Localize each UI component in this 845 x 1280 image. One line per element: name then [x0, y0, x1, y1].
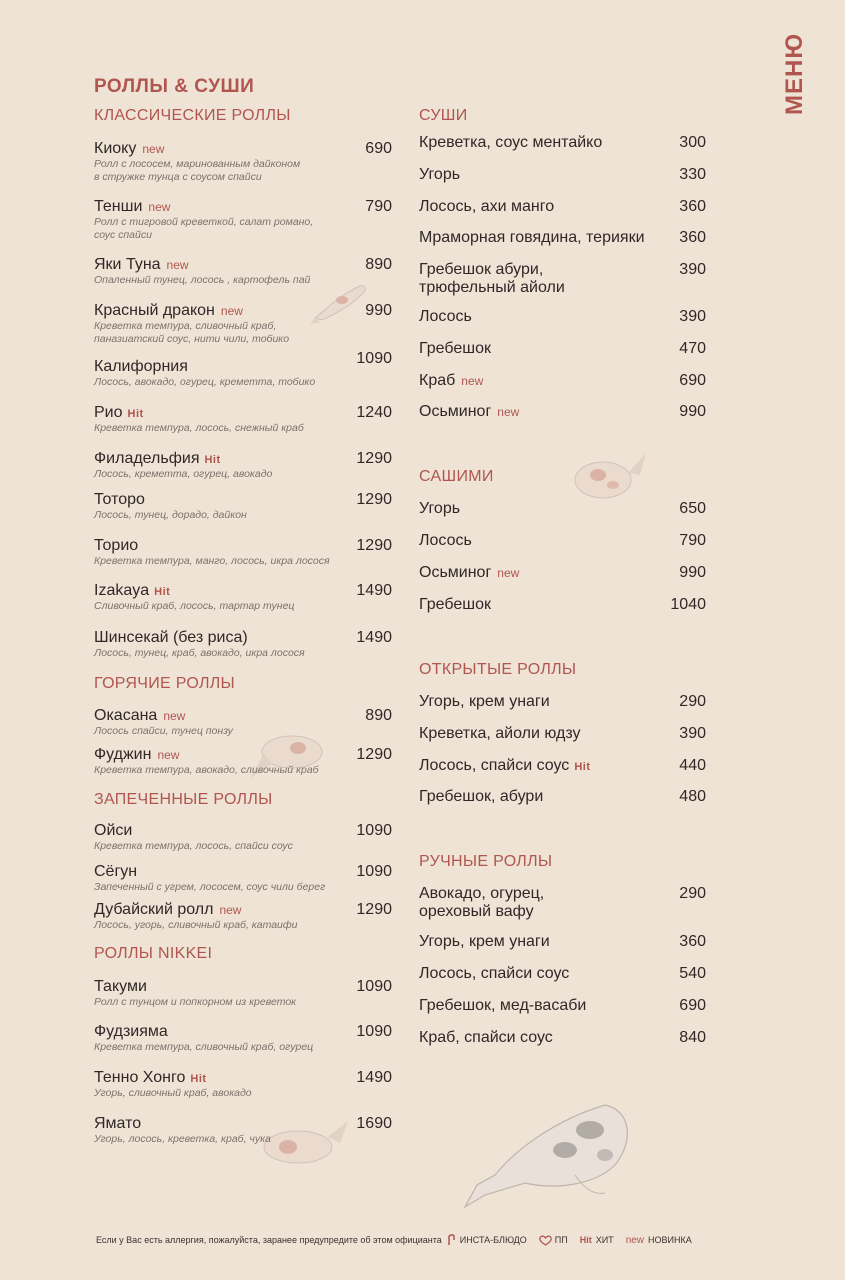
menu-item-name: Лосось, спайси соус — [419, 965, 570, 982]
menu-item-name: Лосось — [419, 308, 472, 325]
menu-item-name-row — [419, 403, 519, 421]
menu-item-name-row — [419, 788, 543, 806]
menu-item-name-row — [419, 372, 483, 390]
menu-item — [94, 629, 305, 660]
menu-item-price: 1490 — [356, 629, 392, 646]
menu-item-price: 890 — [365, 707, 392, 724]
menu-item — [419, 564, 519, 582]
section-title-hot-rolls: ГОРЯЧИЕ РОЛЛЫ — [94, 675, 236, 692]
footer-legend — [96, 1234, 697, 1246]
menu-item-description: Опаленный тунец, лосось , картофель пай — [94, 274, 311, 286]
menu-item-name-row — [419, 933, 550, 951]
menu-item-description: Ролл с тигровой креветкой, салат романо, — [94, 216, 314, 228]
menu-item-description: Запеченный с угрем, лососем, соус чили берег — [94, 881, 326, 893]
menu-item-price: 290 — [679, 693, 706, 710]
menu-item — [94, 978, 296, 1009]
section-title-open-rolls: ОТКРЫТЫЕ РОЛЛЫ — [419, 661, 577, 678]
new-badge: new — [219, 903, 242, 917]
section-title-sushi: СУШИ — [419, 107, 468, 124]
menu-item-name-row — [419, 965, 569, 983]
menu-item-price: 990 — [365, 302, 392, 319]
section-title-nikkei-rolls: РОЛЛЫ NIKKEI — [94, 945, 213, 962]
menu-item-price: 650 — [679, 500, 706, 517]
menu-item-name: Гребешок, мед-васаби — [419, 997, 587, 1014]
menu-item — [94, 537, 330, 568]
menu-item-name-row — [94, 256, 310, 274]
menu-item-description: Угорь, лосось, креветка, краб, чука — [94, 1133, 271, 1145]
menu-item — [94, 901, 298, 932]
menu-item-description: Лосось, авокадо, огурец, креметта, тобико — [94, 376, 316, 388]
hit-badge: Hit — [574, 761, 591, 773]
menu-item-name: Окасана — [94, 707, 158, 724]
menu-item-description: Лосось спайси, тунец понзу — [94, 725, 233, 737]
menu-item-name: Краб, спайси соус — [419, 1029, 553, 1046]
menu-item-name: Авокадо, огурец, — [419, 885, 545, 902]
legend-hit-badge: Hit — [579, 1235, 592, 1245]
menu-item-name-row — [419, 198, 554, 216]
menu-item-name-row — [419, 693, 550, 711]
menu-item-name: Фудзияма — [94, 1023, 168, 1040]
menu-item-price: 1690 — [356, 1115, 392, 1132]
menu-item — [94, 582, 294, 613]
menu-item-price: 1290 — [356, 537, 392, 554]
menu-item-price: 1290 — [356, 450, 392, 467]
menu-item — [94, 198, 313, 242]
menu-item-price: 1090 — [356, 863, 392, 880]
menu-item-name: Креветка, соус ментайко — [419, 134, 603, 151]
menu-item-name: Киоку — [94, 140, 137, 157]
allergy-note: Если у Вас есть аллергия, пожалуйста, заранее предупредите об этом официанта — [96, 1235, 442, 1245]
menu-item-name-row — [419, 166, 460, 184]
new-badge: new — [142, 142, 165, 156]
menu-item-name-line2: трюфельный айоли — [419, 279, 565, 296]
new-badge: new — [166, 258, 189, 272]
menu-item-name: Шинсекай (без риса) — [94, 629, 248, 646]
page-title: РОЛЛЫ & СУШИ — [94, 76, 255, 97]
menu-item — [419, 885, 544, 920]
menu-item-name: Лосось, спайси соус — [419, 757, 570, 774]
menu-item-description: Креветка темпура, лосось, снежный краб — [94, 422, 304, 434]
menu-item — [419, 403, 519, 421]
menu-item-name-row — [419, 596, 491, 614]
menu-item-description: Лосось, угорь, сливочный краб, катаифи — [94, 919, 298, 931]
menu-item — [94, 746, 319, 777]
menu-item-name-row — [419, 134, 602, 152]
menu-item-price: 480 — [679, 788, 706, 805]
menu-item-description: Креветка темпура, манго, лосось, икра лосося — [94, 555, 330, 567]
menu-item-name: Рио — [94, 404, 123, 421]
menu-item-name: Тенши — [94, 198, 143, 215]
menu-item — [419, 693, 550, 711]
menu-item — [419, 997, 586, 1015]
menu-item-name: Красный дракон — [94, 302, 215, 319]
menu-item-name-row — [94, 863, 325, 881]
menu-item-description: Ролл с лососем, маринованным дайконом — [94, 158, 301, 170]
menu-item — [419, 596, 491, 614]
menu-item — [419, 340, 491, 358]
section-title-classic-rolls: КЛАССИЧЕСКИЕ РОЛЛЫ — [94, 107, 291, 124]
menu-item-price: 1090 — [356, 822, 392, 839]
menu-item-name-row — [94, 404, 304, 422]
menu-item — [94, 1069, 252, 1100]
menu-item-name: Гребешок, абури — [419, 788, 544, 805]
menu-item-description: Креветка темпура, сливочный краб, огурец — [94, 1041, 314, 1053]
menu-item-name: Торио — [94, 537, 139, 554]
menu-item — [419, 166, 460, 184]
menu-item-description: Сливочный краб, лосось, тартар тунец — [94, 600, 295, 612]
menu-item-name: Ойси — [94, 822, 133, 839]
menu-item-price: 840 — [679, 1029, 706, 1046]
menu-item-description: Угорь, сливочный краб, авокадо — [94, 1087, 252, 1099]
menu-item-price: 390 — [679, 308, 706, 325]
menu-item-price: 1090 — [356, 978, 392, 995]
new-badge: new — [220, 304, 243, 318]
menu-item-name-row — [419, 564, 519, 582]
menu-item-name: Ямато — [94, 1115, 142, 1132]
menu-item-name: Осьминог — [419, 403, 492, 420]
menu-item-description: Креветка темпура, авокадо, сливочный краб — [94, 764, 319, 776]
menu-item-name: Угорь, крем унаги — [419, 933, 550, 950]
menu-item — [94, 450, 272, 481]
menu-item-name: Краб — [419, 372, 456, 389]
menu-item-name: Лосось, ахи манго — [419, 198, 555, 215]
menu-item-price: 540 — [679, 965, 706, 982]
menu-item-price: 360 — [679, 198, 706, 215]
menu-item-name-row — [419, 997, 586, 1015]
menu-item-price: 990 — [679, 564, 706, 581]
menu-item-price: 440 — [679, 757, 706, 774]
menu-item-name: Такуми — [94, 978, 147, 995]
menu-item — [94, 358, 315, 389]
legend-pp-text: ПП — [554, 1235, 568, 1245]
menu-item-description: Лосось, тунец, дорадо, дайкон — [94, 509, 247, 521]
menu-item-name-row — [419, 725, 581, 743]
menu-item-name-row — [94, 978, 296, 996]
menu-item — [419, 372, 483, 390]
menu-item-price: 1290 — [356, 901, 392, 918]
menu-item — [94, 707, 233, 738]
legend-hit-text: ХИТ — [595, 1235, 614, 1245]
menu-item-name: Осьминог — [419, 564, 492, 581]
menu-item-name: Тоторо — [94, 491, 145, 508]
menu-item-name: Izakaya — [94, 582, 150, 599]
menu-item-name-row — [94, 491, 247, 509]
menu-item — [419, 725, 581, 743]
koi-fish-icon — [455, 1095, 640, 1210]
menu-item — [419, 933, 550, 951]
menu-item-price: 1290 — [356, 491, 392, 508]
menu-item-name-row — [94, 1115, 271, 1133]
menu-item-price: 360 — [679, 933, 706, 950]
menu-item-price: 790 — [679, 532, 706, 549]
menu-item-description: соус спайси — [94, 229, 152, 241]
menu-item — [419, 757, 590, 775]
menu-item-name-row — [94, 629, 305, 647]
new-badge: new — [163, 709, 186, 723]
menu-item — [94, 140, 300, 184]
menu-item — [419, 965, 569, 983]
hit-badge: Hit — [127, 408, 144, 420]
menu-item-name-row — [419, 532, 472, 550]
menu-item-price: 690 — [679, 997, 706, 1014]
menu-item-price: 790 — [365, 198, 392, 215]
menu-item-price: 1090 — [356, 350, 392, 367]
legend-new-badge: new — [625, 1234, 645, 1246]
menu-item-price: 1240 — [356, 404, 392, 421]
menu-item-price: 290 — [679, 885, 706, 902]
menu-item-name-row — [94, 358, 315, 376]
menu-item-name: Мраморная говядина, терияки — [419, 229, 645, 246]
insta-dish-icon — [447, 1234, 457, 1246]
menu-item-name-row — [94, 707, 233, 725]
menu-item-price: 470 — [679, 340, 706, 357]
new-badge: new — [497, 566, 520, 580]
menu-item-name-row — [94, 901, 298, 919]
menu-item-price: 890 — [365, 256, 392, 273]
vertical-menu-title: МЕНЮ — [781, 32, 808, 115]
menu-item-price: 330 — [679, 166, 706, 183]
menu-item — [419, 261, 565, 296]
menu-item-name-row — [419, 261, 565, 279]
menu-item-price: 1490 — [356, 1069, 392, 1086]
menu-item-name-row — [94, 1069, 252, 1087]
new-badge: new — [461, 374, 484, 388]
section-title-hand-rolls: РУЧНЫЕ РОЛЛЫ — [419, 853, 553, 870]
koi-fish-icon — [568, 445, 648, 505]
menu-item-name-row — [419, 1029, 553, 1047]
hit-badge: Hit — [204, 454, 221, 466]
menu-item-name-row — [419, 308, 472, 326]
menu-item — [94, 1023, 313, 1054]
menu-item-name: Тенно Хонго — [94, 1069, 186, 1086]
menu-item-price: 1090 — [356, 1023, 392, 1040]
menu-item — [94, 822, 293, 853]
menu-item-name: Гребешок — [419, 596, 491, 613]
menu-item — [419, 134, 602, 152]
menu-item-name-row — [94, 1023, 313, 1041]
menu-item — [419, 1029, 553, 1047]
new-badge: new — [157, 748, 180, 762]
menu-item-name-row — [419, 500, 460, 518]
menu-item — [419, 500, 460, 518]
menu-item — [419, 788, 543, 806]
menu-item — [94, 302, 289, 346]
menu-item-name: Лосось — [419, 532, 472, 549]
menu-item-name: Гребешок — [419, 340, 491, 357]
hit-badge: Hit — [190, 1073, 207, 1085]
menu-item-name: Креветка, айоли юдзу — [419, 725, 581, 742]
section-title-sashimi: САШИМИ — [419, 468, 494, 485]
menu-item-description: Креветка темпура, сливочный краб, — [94, 320, 277, 332]
section-title-baked-rolls: ЗАПЕЧЕННЫЕ РОЛЛЫ — [94, 791, 273, 808]
menu-item — [94, 256, 310, 287]
menu-item-name: Калифорния — [94, 358, 188, 375]
menu-item-price: 1490 — [356, 582, 392, 599]
menu-item — [419, 198, 554, 216]
menu-item-name-row — [94, 302, 289, 320]
menu-item-name: Сёгун — [94, 863, 138, 880]
menu-item — [419, 308, 472, 326]
menu-item-price: 690 — [365, 140, 392, 157]
menu-item-name: Угорь — [419, 500, 461, 517]
menu-item-name-row — [419, 885, 544, 903]
menu-item — [94, 1115, 271, 1146]
legend-insta-text: ИНСТА-БЛЮДО — [459, 1235, 527, 1245]
menu-item-price: 300 — [679, 134, 706, 151]
menu-item-name: Фуджин — [94, 746, 152, 763]
menu-item-name: Гребешок абури, — [419, 261, 544, 278]
menu-item-name: Яки Туна — [94, 256, 161, 273]
legend-new-text: НОВИНКА — [648, 1235, 692, 1245]
new-badge: new — [148, 200, 171, 214]
menu-item-name-row — [94, 746, 319, 764]
menu-item-name-row — [94, 450, 272, 468]
menu-item-price: 990 — [679, 403, 706, 420]
menu-item-description: паназиатский соус, нити чили, тобико — [94, 333, 290, 345]
menu-item-price: 360 — [679, 229, 706, 246]
menu-item-name-row — [419, 757, 590, 775]
menu-item-price: 690 — [679, 372, 706, 389]
menu-item — [94, 863, 325, 894]
new-badge: new — [497, 405, 520, 419]
menu-item — [419, 229, 645, 247]
menu-item-price: 1040 — [670, 596, 706, 613]
menu-item-name-row — [94, 582, 294, 600]
menu-item-price: 390 — [679, 261, 706, 278]
menu-item-price: 1290 — [356, 746, 392, 763]
menu-item-description: Ролл с тунцом и попкорном из креветок — [94, 996, 297, 1008]
pp-heart-icon — [539, 1235, 552, 1246]
menu-item-description: Лосось, тунец, краб, авокадо, икра лосося — [94, 647, 305, 659]
menu-item-name-row — [419, 229, 645, 247]
menu-item-name-row — [94, 822, 293, 840]
menu-item-price: 390 — [679, 725, 706, 742]
menu-item-name-row — [94, 140, 300, 158]
menu-item-name: Филадельфия — [94, 450, 200, 467]
menu-item — [94, 404, 304, 435]
hit-badge: Hit — [154, 586, 171, 598]
menu-item — [94, 491, 247, 522]
menu-item-description: Лосось, креметта, огурец, авокадо — [94, 468, 273, 480]
menu-item-name-line2: ореховый вафу — [419, 903, 534, 920]
menu-item-name: Угорь, крем унаги — [419, 693, 550, 710]
menu-item-name-row — [419, 340, 491, 358]
menu-item-description: Креветка темпура, лосось, спайси соус — [94, 840, 293, 852]
menu-item-name: Угорь — [419, 166, 461, 183]
menu-item-name-row — [94, 537, 330, 555]
menu-item-name: Дубайский ролл — [94, 901, 214, 918]
menu-item-name-row — [94, 198, 313, 216]
menu-item — [419, 532, 472, 550]
menu-item-description: в стружке тунца с соусом спайси — [94, 171, 262, 183]
